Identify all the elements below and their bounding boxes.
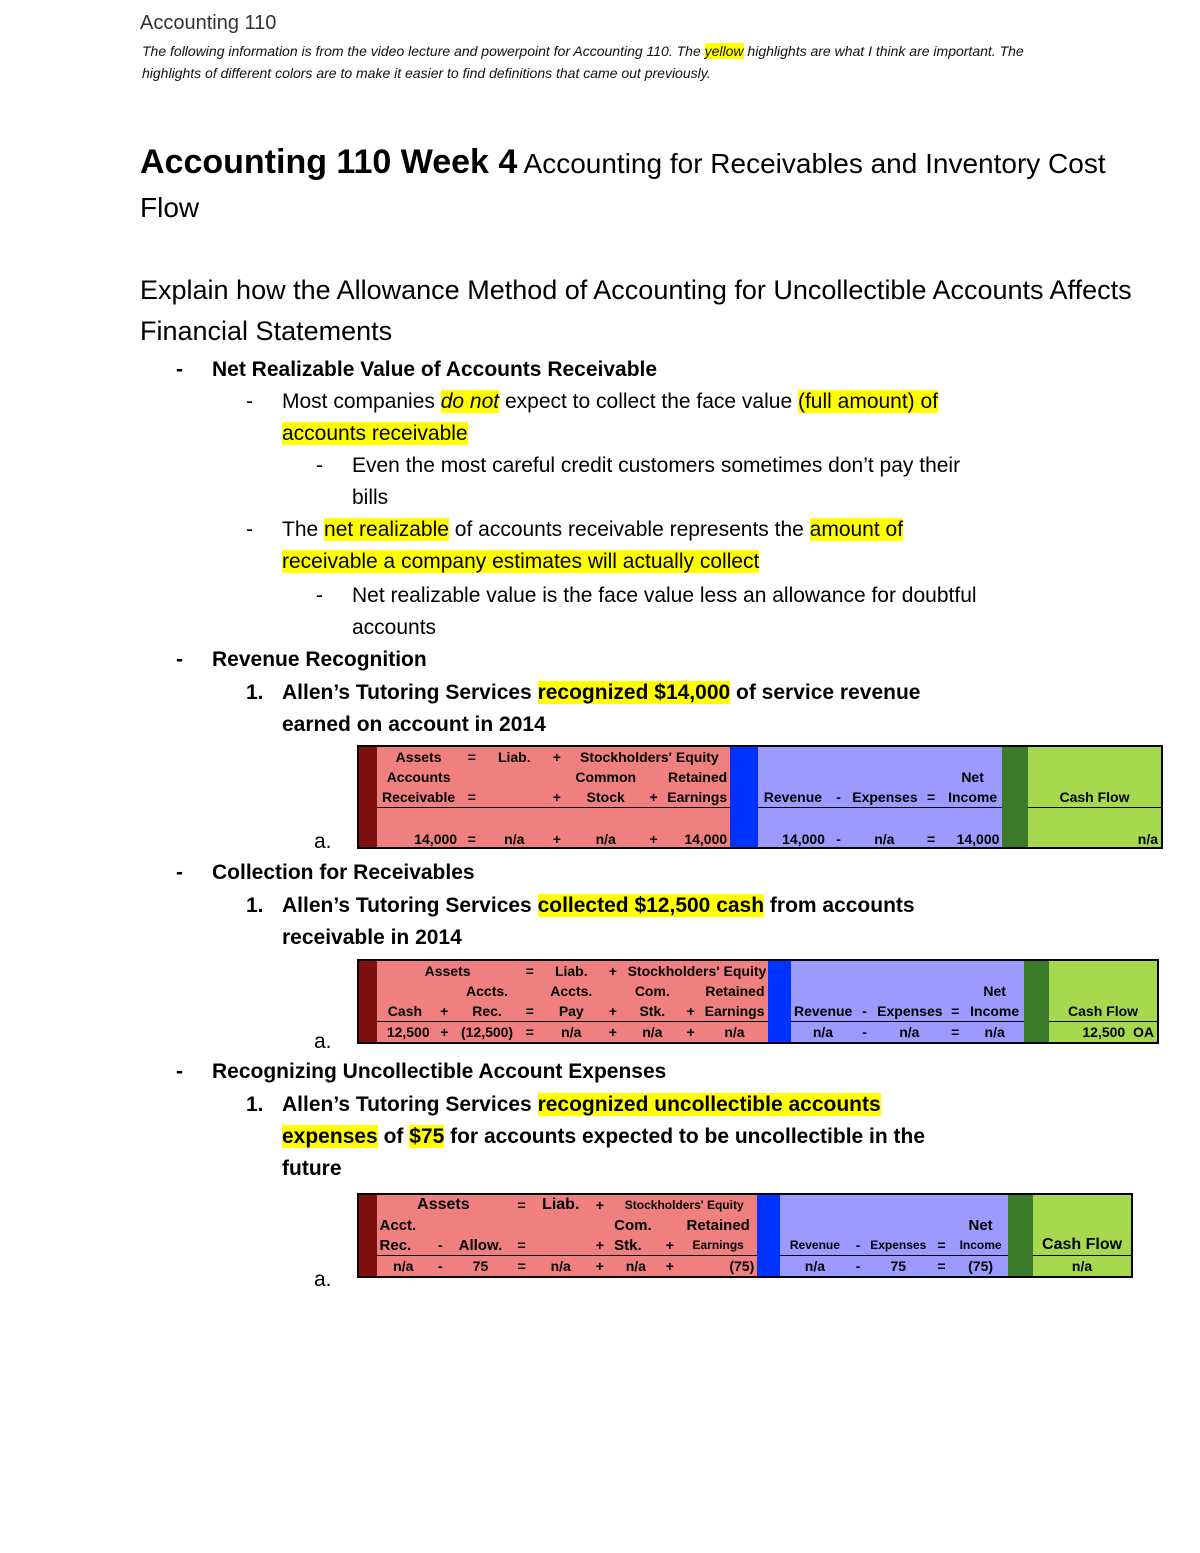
table-cell	[1049, 981, 1158, 1001]
table-cell	[601, 981, 624, 1001]
table-cell	[850, 1215, 866, 1235]
bullet-dash: -	[176, 861, 183, 884]
table-cell	[483, 787, 545, 808]
table-cell	[758, 767, 828, 787]
table-cell: +	[589, 1256, 612, 1278]
note-text: The following information is from the video lecture and powerpoint for Accounting 110. The	[142, 43, 705, 59]
table-cell: Income	[966, 1001, 1024, 1022]
table-cell	[358, 1194, 377, 1277]
table-cell: -	[828, 808, 849, 848]
table-cell: Income	[943, 787, 1003, 808]
effects-table-uncollectible	[357, 1193, 1133, 1278]
table-cell: +	[680, 1022, 701, 1044]
table-cell: Earnings	[664, 787, 730, 808]
table-cell	[1008, 1194, 1033, 1277]
table-cell: +	[433, 1001, 456, 1022]
table-cell: =	[518, 960, 541, 981]
table-cell: +	[601, 1022, 624, 1044]
table-cell: n/a	[701, 1022, 767, 1044]
outline-subitem: Net realizable value is the face value less an allowance for doubtful	[352, 584, 977, 607]
text-run: The	[282, 518, 325, 541]
outline-item-cont	[282, 1121, 925, 1153]
table-cell	[430, 1215, 451, 1235]
outline-heading: Collection for Receivables	[212, 861, 475, 884]
col-assets: Assets	[377, 746, 460, 767]
table-cell: n/a	[874, 1022, 944, 1044]
highlighted-text: expenses	[282, 1125, 378, 1148]
table-cell: -	[430, 1256, 451, 1278]
table-cell	[919, 767, 942, 787]
table-cell: +	[545, 787, 568, 808]
table-cell: =	[510, 1256, 533, 1278]
bullet-dash: -	[316, 454, 323, 477]
table-cell: n/a	[966, 1022, 1024, 1044]
table-cell	[377, 981, 432, 1001]
table-cell: =	[518, 1022, 541, 1044]
table-cell: +	[680, 1001, 701, 1022]
table-cell	[643, 767, 664, 787]
table-cell	[510, 1215, 533, 1235]
table-cell: +	[661, 1256, 680, 1278]
table-cell: +	[643, 787, 664, 808]
highlighted-text: accounts receivable	[282, 422, 468, 445]
text-run: of	[377, 1125, 410, 1148]
table-cell: 14,000	[943, 808, 1003, 848]
table-cell: =	[460, 746, 483, 767]
text-run: from accounts	[764, 894, 915, 917]
table-cell: =	[930, 1235, 953, 1256]
table-cell: +	[589, 1194, 612, 1215]
bullet-dash: -	[176, 1060, 183, 1083]
table-cell: Revenue	[791, 1001, 855, 1022]
table-cell: Cash Flow	[1028, 787, 1162, 808]
table-cell: Net	[966, 981, 1024, 1001]
table-cell: (75)	[679, 1256, 757, 1278]
table-cell	[780, 1215, 850, 1235]
table-cell: Cash Flow	[1033, 1235, 1132, 1256]
table-cell	[358, 960, 377, 1043]
highlighted-text: amount of	[809, 518, 904, 541]
highlighted-text: do not	[440, 390, 500, 413]
table-cell	[1002, 746, 1028, 848]
table-cell: Expenses	[866, 1235, 930, 1256]
table-cell: n/a	[1028, 808, 1162, 848]
table-cell: Allow.	[451, 1235, 511, 1256]
table-cell: Stk.	[611, 1235, 660, 1256]
table-cell	[828, 767, 849, 787]
highlighted-text: receivable a company estimates will actually collect	[282, 550, 760, 573]
outline-heading: Net Realizable Value of Accounts Receivable	[212, 358, 658, 381]
outline-item-cont: receivable in 2014	[282, 926, 462, 949]
outline-item-cont	[282, 418, 468, 450]
table-cell: Retained	[679, 1215, 757, 1235]
highlighted-text: net realizable	[324, 518, 449, 541]
table-cell: Stk.	[625, 1001, 680, 1022]
table-cell: Cash Flow	[1049, 1001, 1158, 1022]
text-run: Most companies	[282, 390, 441, 413]
table-cell	[791, 981, 855, 1001]
highlighted-text: collected $12,500 cash	[537, 894, 765, 917]
outline-subitem: Even the most careful credit customers sometimes don’t pay their	[352, 454, 961, 477]
table-cell: Revenue	[758, 787, 828, 808]
document-header-title: Accounting 110	[140, 12, 277, 34]
list-number: 1.	[246, 681, 264, 704]
table-cell: =	[460, 808, 483, 848]
text-run: for accounts expected to be uncollectible in the	[444, 1125, 926, 1148]
outline-heading: Recognizing Uncollectible Account Expenses	[212, 1060, 667, 1083]
highlighted-text: $75	[409, 1125, 445, 1148]
table-cell	[589, 1215, 612, 1235]
outline-item-cont	[282, 546, 759, 578]
table-cell: -	[850, 1235, 866, 1256]
table-cell: +	[545, 808, 568, 848]
bullet-dash: -	[176, 358, 183, 381]
table-cell	[780, 1194, 1008, 1215]
table-cell: 14,000	[377, 808, 460, 848]
table-cell: Net	[943, 767, 1003, 787]
table-cell: n/a	[780, 1256, 850, 1278]
table-cell: Common	[569, 767, 643, 787]
list-letter: a.	[314, 830, 332, 853]
table-cell: Stockholders' Equity	[611, 1194, 757, 1215]
table-cell: =	[919, 787, 942, 808]
outline-item-cont: future	[282, 1157, 342, 1180]
bullet-dash: -	[316, 584, 323, 607]
bullet-dash: -	[176, 648, 183, 671]
outline-item	[282, 677, 920, 709]
text-run: Allen’s Tutoring Services	[282, 894, 538, 917]
list-number: 1.	[246, 894, 264, 917]
table-cell: Acct.	[377, 1215, 431, 1235]
table-cell: n/a	[541, 1022, 601, 1044]
bullet-dash: -	[246, 390, 253, 413]
table-cell: Com.	[611, 1215, 660, 1235]
table-cell	[866, 1215, 930, 1235]
section-heading: Explain how the Allowance Method of Accounting for Uncollectible Accounts Affects Financial Statements	[140, 275, 1132, 346]
table-cell: n/a	[625, 1022, 680, 1044]
outline-subitem-cont: bills	[352, 486, 389, 509]
table-cell: +	[661, 1235, 680, 1256]
bullet-dash: -	[246, 518, 253, 541]
table-cell: 14,000	[758, 808, 828, 848]
table-cell: Earnings	[679, 1235, 757, 1256]
table-cell: +	[601, 1001, 624, 1022]
table-cell: Assets	[377, 1194, 511, 1215]
table-cell: Assets	[377, 960, 518, 981]
title-bold: Accounting 110 Week 4	[140, 143, 518, 181]
table-cell	[1028, 767, 1162, 787]
table-cell: Expenses	[874, 1001, 944, 1022]
table-cell: Income	[953, 1235, 1009, 1256]
table-cell: (75)	[953, 1256, 1009, 1278]
table-cell	[1033, 1215, 1132, 1235]
table-cell: 14,000	[664, 808, 730, 848]
table-cell: Rec.	[456, 1001, 518, 1022]
table-cell: Cash	[377, 1001, 432, 1022]
table-cell	[930, 1215, 953, 1235]
table-cell	[358, 746, 377, 848]
table-cell	[1033, 1194, 1132, 1215]
table-cell: +	[545, 746, 568, 767]
table-cell: +	[589, 1235, 612, 1256]
page-title	[140, 140, 1140, 230]
table-cell: +	[601, 960, 624, 981]
outline-item	[282, 514, 903, 546]
col-stockholders-equity: Stockholders' Equity	[569, 746, 731, 767]
effects-table-revenue	[357, 745, 1163, 849]
table-cell: n/a	[483, 808, 545, 848]
table-cell: Stock	[569, 787, 643, 808]
table-cell: Rec.	[377, 1235, 431, 1256]
table-cell: Revenue	[780, 1235, 850, 1256]
table-cell	[661, 1215, 680, 1235]
table-cell: n/a	[377, 1256, 431, 1278]
outline-item	[282, 890, 915, 922]
table-cell: Liab.	[533, 1194, 589, 1215]
table-cell: Net	[953, 1215, 1009, 1235]
outline-subitem-cont: accounts	[352, 616, 437, 639]
table-cell: -	[828, 787, 849, 808]
table-cell: n/a	[569, 808, 643, 848]
effects-table-collection	[357, 959, 1159, 1044]
outline-item	[282, 1089, 881, 1121]
table-cell	[451, 1215, 511, 1235]
note-text: highlights are what I think are important. The highlights of different colors are to make it easier to find definitions that came out previously.	[142, 43, 1024, 81]
table-cell: Accts.	[541, 981, 601, 1001]
table-cell: -	[430, 1235, 451, 1256]
note-highlight: yellow	[704, 43, 744, 59]
outline-item	[282, 386, 938, 418]
table-cell: n/a	[611, 1256, 660, 1278]
table-cell: =	[930, 1256, 953, 1278]
table-cell	[791, 960, 1024, 981]
table-cell: Expenses	[849, 787, 919, 808]
table-cell	[533, 1235, 589, 1256]
table-cell: 75	[866, 1256, 930, 1278]
table-cell: -	[850, 1256, 866, 1278]
table-cell	[460, 767, 483, 787]
table-cell	[680, 981, 701, 1001]
table-cell: =	[510, 1194, 533, 1215]
text-run: of service revenue	[730, 681, 921, 704]
table-cell: 12,500 OA	[1049, 1022, 1158, 1044]
col-liab: Liab.	[483, 746, 545, 767]
table-cell: -	[855, 1001, 874, 1022]
table-cell: =	[460, 787, 483, 808]
table-cell	[757, 1194, 780, 1277]
table-cell: Accts.	[456, 981, 518, 1001]
table-cell: (12,500)	[456, 1022, 518, 1044]
highlighted-text: recognized uncollectible accounts	[537, 1093, 881, 1116]
table-cell: Retained	[664, 767, 730, 787]
table-cell: Retained	[701, 981, 767, 1001]
outline-heading: Revenue Recognition	[212, 648, 427, 671]
table-cell: n/a	[791, 1022, 855, 1044]
text-run: Allen’s Tutoring Services	[282, 1093, 538, 1116]
table-cell: =	[510, 1235, 533, 1256]
table-cell: +	[433, 1022, 456, 1044]
table-cell: Stockholders' Equity	[625, 960, 768, 981]
list-letter: a.	[314, 1030, 332, 1053]
highlighted-text: recognized $14,000	[537, 681, 731, 704]
table-cell: =	[945, 1022, 966, 1044]
table-cell	[1028, 746, 1162, 767]
table-cell	[855, 981, 874, 1001]
table-cell	[758, 746, 1003, 767]
table-cell: =	[945, 1001, 966, 1022]
table-cell	[945, 981, 966, 1001]
table-cell: =	[919, 808, 942, 848]
table-cell: Earnings	[701, 1001, 767, 1022]
list-letter: a.	[314, 1268, 332, 1291]
table-cell	[1049, 960, 1158, 981]
text-run: Allen’s Tutoring Services	[282, 681, 538, 704]
table-cell	[768, 960, 791, 1043]
table-cell: Com.	[625, 981, 680, 1001]
highlighted-text: (full amount) of	[797, 390, 939, 413]
table-cell	[849, 767, 919, 787]
table-cell	[730, 746, 758, 848]
table-cell: Pay	[541, 1001, 601, 1022]
table-cell: Receivable	[377, 787, 460, 808]
text-run: of accounts receivable represents the	[448, 518, 810, 541]
text-run: expect to collect the face value	[499, 390, 798, 413]
table-cell: 12,500	[377, 1022, 432, 1044]
list-number: 1.	[246, 1093, 264, 1116]
table-cell: n/a	[533, 1256, 589, 1278]
header-note	[142, 40, 1042, 84]
table-cell: 75	[451, 1256, 511, 1278]
table-cell	[518, 981, 541, 1001]
table-cell: n/a	[1033, 1256, 1132, 1278]
table-cell: Liab.	[541, 960, 601, 981]
table-cell	[1024, 960, 1050, 1043]
table-cell: +	[643, 808, 664, 848]
table-cell	[874, 981, 944, 1001]
table-cell: Accounts	[377, 767, 460, 787]
table-cell	[433, 981, 456, 1001]
table-cell: n/a	[849, 808, 919, 848]
table-cell	[545, 767, 568, 787]
table-cell	[533, 1215, 589, 1235]
table-cell	[483, 767, 545, 787]
table-cell: -	[855, 1022, 874, 1044]
outline-item-cont: earned on account in 2014	[282, 713, 546, 736]
table-cell: =	[518, 1001, 541, 1022]
title-rest: Accounting for Receivables and Inventory Cost Flow	[140, 148, 1106, 223]
